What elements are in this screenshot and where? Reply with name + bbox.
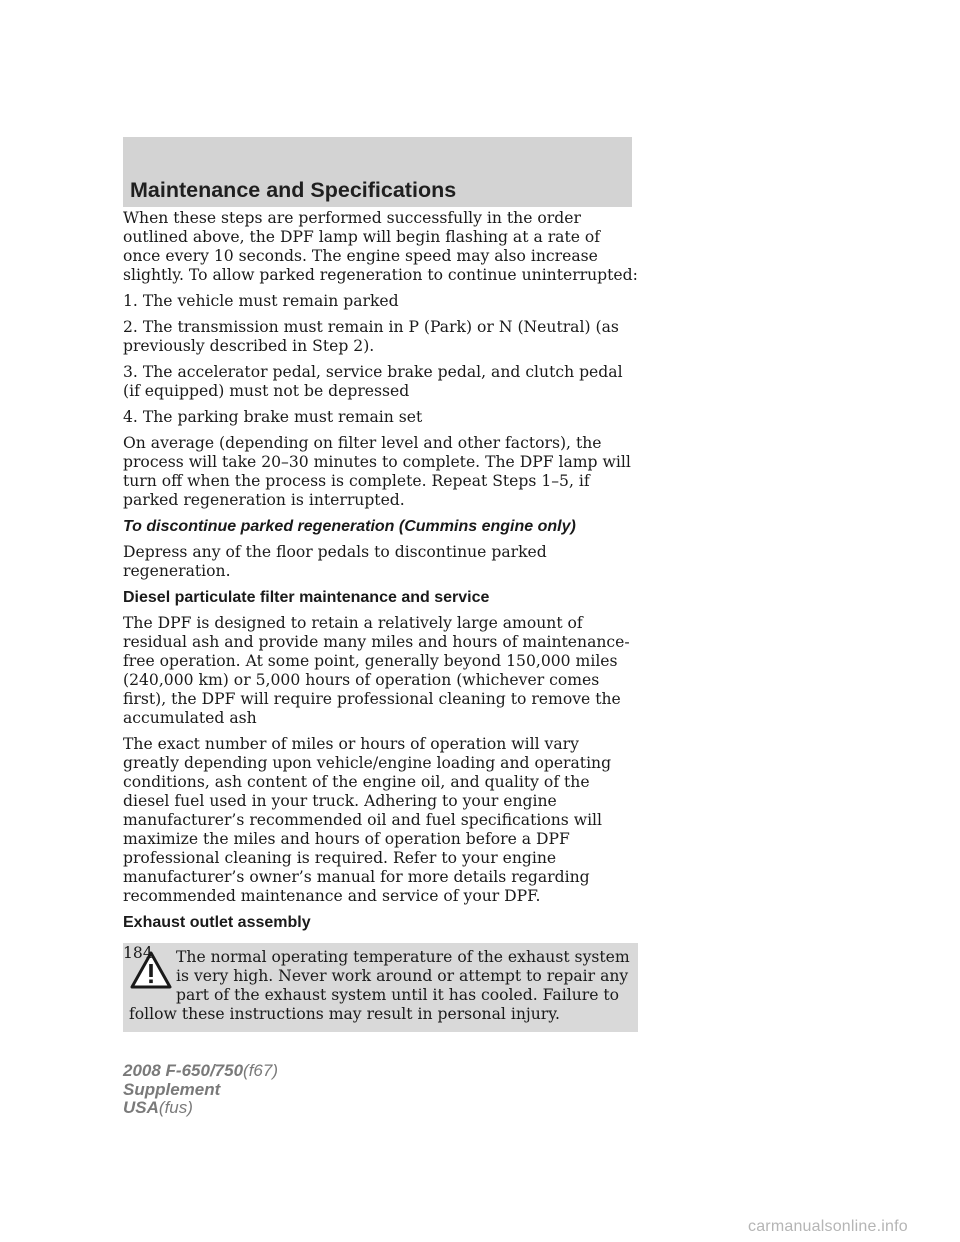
footer-region-line xyxy=(123,1099,278,1118)
dpf-design-paragraph: The DPF is designed to retain a relatively large amount of residual ash and provide many miles and hours of maintenance-free operation. At some point, generally beyond 150,000 miles (240,000 km) or 5,000 hours of operation (whichever comes first), the DPF will require professional cleaning to remove the accumulated ash xyxy=(123,614,630,727)
step-3: 3. The accelerator pedal, service brake pedal, and clutch pedal (if equipped) must not be depressed xyxy=(123,363,623,400)
step-4: 4. The parking brake must remain set xyxy=(123,408,423,426)
page-content xyxy=(123,209,638,1032)
warning-box xyxy=(123,943,638,1032)
discontinue-paragraph: Depress any of the floor pedals to discontinue parked regeneration. xyxy=(123,543,547,580)
exhaust-heading: Exhaust outlet assembly xyxy=(123,914,311,931)
watermark: carmanualsonline.info xyxy=(748,1218,908,1235)
step-2: 2. The transmission must remain in P (Park) or N (Neutral) (as previously described in Step 2). xyxy=(123,318,619,355)
footer-region: USA xyxy=(123,1098,159,1117)
page-number: 184 xyxy=(123,944,153,962)
footer-model: 2008 F-650/750 xyxy=(123,1061,244,1080)
discontinue-heading: To discontinue parked regeneration (Cummins engine only) xyxy=(123,518,576,535)
footer-model-code: (f67) xyxy=(243,1061,279,1080)
warning-text: The normal operating temperature of the exhaust system is very high. Never work around or attempt to repair any part of the exhaust system until it has cooled. Failure to follow these instructions may result in personal injury. xyxy=(129,948,630,1023)
footer-region-code: (fus) xyxy=(158,1098,193,1117)
footer-model-line xyxy=(123,1062,278,1081)
footer-doc-type: Supplement xyxy=(123,1079,221,1099)
step-1: 1. The vehicle must remain parked xyxy=(123,292,399,310)
intro-paragraph: When these steps are performed successfully in the order outlined above, the DPF lamp will begin flashing at a rate of once every 10 seconds. The engine speed may also increase slightly. To allow parked regeneration to continue uninterrupted: xyxy=(123,209,638,284)
page-title: Maintenance and Specifications xyxy=(130,178,457,202)
dpf-variance-paragraph: The exact number of miles or hours of operation will vary greatly depending upon vehicle/engine loading and operating conditions, ash content of the engine oil, and quality of the diesel fuel used in your truck. Adhering to your engine manufacturer’s recommended oil and fuel specifications will maximize the miles and hours of operation before a DPF professional cleaning is required. Refer to your engine manufacturer’s owner’s manual for more details regarding recommended maintenance and service of your DPF. xyxy=(123,735,612,905)
duration-paragraph: On average (depending on filter level and other factors), the process will take 20–30 minutes to complete. The DPF lamp will turn off when the process is complete. Repeat Steps 1–5, if parked regeneration is interrupted. xyxy=(123,434,631,509)
dpf-maintenance-heading: Diesel particulate filter maintenance and service xyxy=(123,589,490,606)
footer xyxy=(123,1062,278,1118)
